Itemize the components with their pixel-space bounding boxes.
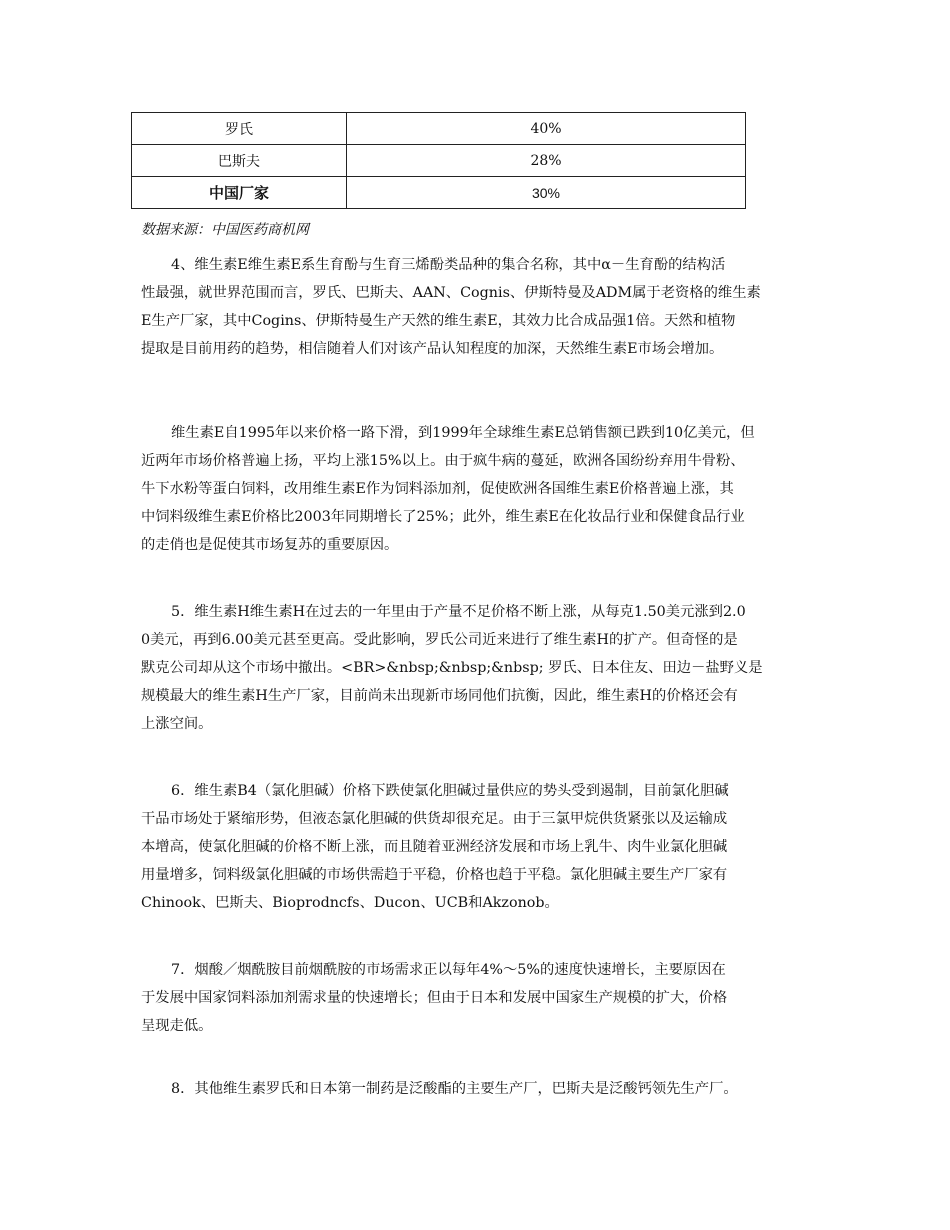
paragraph-line: 5．维生素H维生素H在过去的一年里由于产量不足价格不断上涨，从每克1.50美元涨到2.0 [171, 604, 746, 620]
paragraph-line: 上涨空间。 [141, 716, 213, 732]
paragraph-line: 4、维生素E维生素E系生育酚与生育三烯酚类品种的集合名称，其中α－生育酚的结构活 [171, 257, 726, 273]
paragraph-line: 8．其他维生素罗氏和日本第一制药是泛酸酯的主要生产厂，巴斯夫是泛酸钙领先生产厂。 [171, 1081, 738, 1097]
paragraph-line: 6．维生素B4（氯化胆碱）价格下跌使氯化胆碱过量供应的势头受到遏制，目前氯化胆碱 [171, 783, 729, 799]
market-share-table [131, 112, 746, 209]
paragraph-line: Chinook、巴斯夫、Bioprodncfs、Ducon、UCB和Akzonob。 [141, 895, 559, 911]
paragraph-line: 默克公司却从这个市场中撤出。<BR>&nbsp;&nbsp;&nbsp; 罗氏、日本住友、田边－盐野义是 [141, 660, 763, 676]
share-cell: 28% [347, 145, 746, 177]
paragraph-vitamin-e-price [141, 419, 831, 559]
paragraph-niacin [141, 956, 831, 1040]
paragraph-line: 牛下水粉等蛋白饲料，改用维生素E作为饲料添加剂，促使欧洲各国维生素E价格普遍上涨，其 [141, 481, 734, 497]
paragraph-vitamin-b4 [141, 777, 831, 917]
table-row [132, 145, 746, 177]
company-cell: 罗氏 [132, 113, 347, 145]
paragraph-line: 的走俏也是促使其市场复苏的重要原因。 [141, 537, 399, 553]
paragraph-line: 干品市场处于紧缩形势，但液态氯化胆碱的供货却很充足。由于三氯甲烷供货紧张以及运输成 [141, 811, 728, 827]
paragraph-line: 7．烟酸／烟酰胺目前烟酰胺的市场需求正以每年4%～5%的速度快速增长，主要原因在 [171, 962, 726, 978]
paragraph-line: 本增高，使氯化胆碱的价格不断上涨，而且随着亚洲经济发展和市场上乳牛、肉牛业氯化胆碱 [141, 839, 728, 855]
paragraph-line: 提取是目前用药的趋势，相信随着人们对该产品认知程度的加深，天然维生素E市场会增加。 [141, 341, 724, 357]
paragraph-line: 于发展中国家饲料添加剂需求量的快速增长；但由于日本和发展中国家生产规模的扩大，价格 [141, 990, 728, 1006]
paragraph-other-vitamins [141, 1075, 831, 1103]
paragraph-vitamin-h [141, 598, 831, 738]
paragraph-line: 呈现走低。 [141, 1018, 213, 1034]
share-cell: 40% [347, 113, 746, 145]
paragraph-line: 维生素E自1995年以来价格一路下滑，到1999年全球维生素E总销售额已跌到10亿美元，但 [171, 425, 755, 441]
company-cell: 巴斯夫 [132, 145, 347, 177]
paragraph-line: E生产厂家，其中Cogins、伊斯特曼生产天然的维生素E，其效力比合成品强1倍。天然和植物 [141, 313, 736, 329]
paragraph-line: 用量增多，饲料级氯化胆碱的市场供需趋于平稳，价格也趋于平稳。氯化胆碱主要生产厂家有 [141, 867, 728, 883]
share-cell: 30% [347, 177, 746, 209]
paragraph-line: 中饲料级维生素E价格比2003年同期增长了25%；此外，维生素E在化妆品行业和保健食品行业 [141, 509, 745, 525]
paragraph-line: 近两年市场价格普遍上扬，平均上涨15%以上。由于疯牛病的蔓延，欧洲各国纷纷弃用牛骨粉、 [141, 453, 745, 469]
table-row [132, 177, 746, 209]
paragraph-line: 0美元，再到6.00美元甚至更高。受此影响，罗氏公司近来进行了维生素H的扩产。但奇怪的是 [141, 632, 738, 648]
data-source-note: 数据来源：中国医药商机网 [141, 222, 309, 238]
company-cell: 中国厂家 [132, 177, 347, 209]
table-row [132, 113, 746, 145]
paragraph-vitamin-e [141, 251, 831, 363]
paragraph-line: 性最强，就世界范围而言，罗氏、巴斯夫、AAN、Cognis、伊斯特曼及ADM属于老资格的维生素 [141, 285, 761, 301]
paragraph-line: 规模最大的维生素H生产厂家，目前尚未出现新市场同他们抗衡，因此，维生素H的价格还会有 [141, 688, 738, 704]
